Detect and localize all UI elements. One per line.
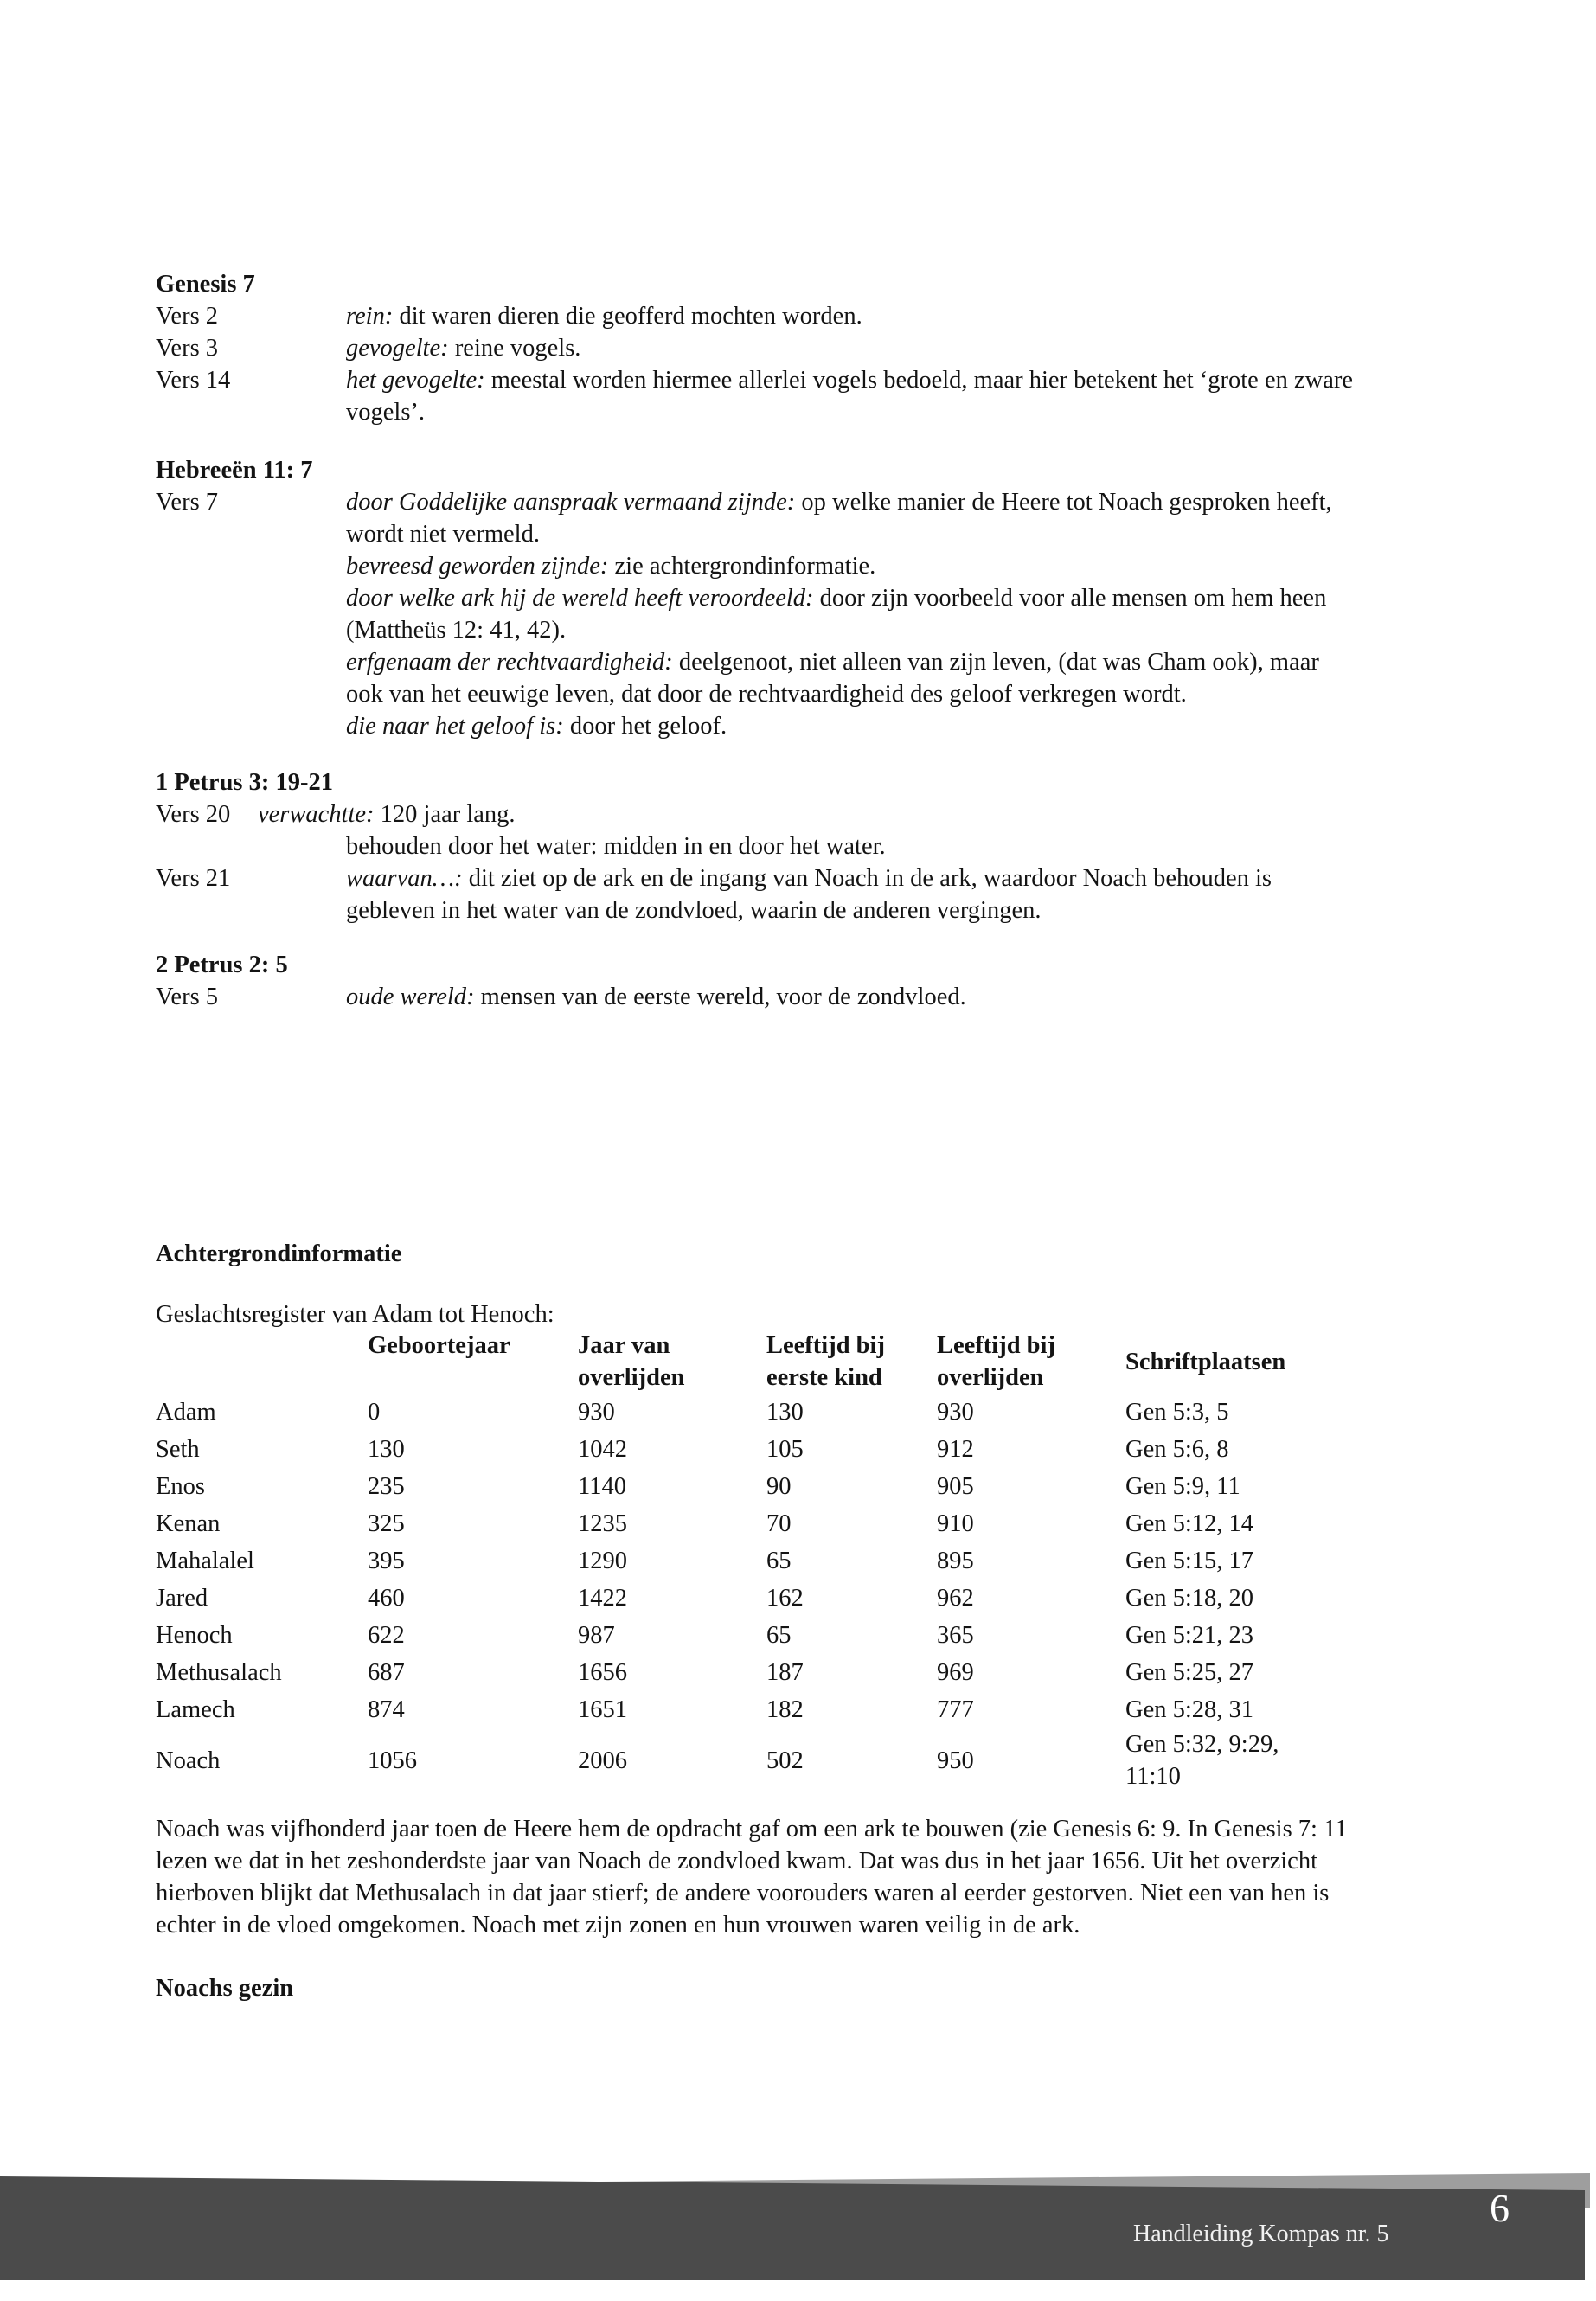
- section-heading: 1 Petrus 3: 19-21: [156, 769, 333, 796]
- section-genesis-7: [156, 268, 1358, 428]
- cell-schriftplaatsen: Gen 5:6, 8: [1125, 1436, 1229, 1463]
- definition-text: meestal worden hiermee allerlei vogels bedoeld, maar hier betekent het ‘grote en zware vogels’.: [346, 367, 1353, 426]
- column-header: Leeftijd bij overlijden: [937, 1332, 1055, 1391]
- table-row: [156, 1691, 1436, 1728]
- verse-entry: [156, 646, 1358, 710]
- cell-schriftplaatsen: Gen 5:32, 9:29, 11:10: [1125, 1731, 1279, 1790]
- cell-leeftijd-overlijden: 930: [937, 1399, 974, 1426]
- verse-label: [156, 646, 346, 710]
- genealogy-table: [156, 1330, 1436, 1792]
- table-row: [156, 1654, 1436, 1691]
- verse-entry: [156, 710, 1358, 742]
- term-italic: waarvan…:: [346, 865, 463, 892]
- cell-jaar-overlijden: 1656: [578, 1659, 627, 1686]
- definition-text: dit ziet op de ark en de ingang van Noach in de ark, waardoor Noach behouden is gebleven in het water van de zondvloed, waarin de anderen vergingen.: [346, 865, 1272, 924]
- cell-geboortejaar: 395: [368, 1548, 405, 1574]
- register-intro: Geslachtsregister van Adam tot Henoch:: [156, 1301, 554, 1328]
- verse-label: [156, 830, 346, 862]
- cell-schriftplaatsen: Gen 5:25, 27: [1125, 1659, 1254, 1686]
- cell-schriftplaatsen: Gen 5:28, 31: [1125, 1696, 1254, 1723]
- closing-paragraph: Noach was vijfhonderd jaar toen de Heere hem de opdracht gaf om een ark te bouwen (zie Genesis 6: 9. In Genesis 7: 11 lezen we dat in het zeshonderdste jaar van Noach de zondvloed kwam. Dat was dus in het jaar 1656. Uit het overzicht hierboven blijkt dat Methusalach in dat jaar stierf; de andere voorouders waren al eerder gestorven. Niet een van hen is echter in de vloed omgekomen. Noach met zijn zonen en hun vrouwen waren veilig in de ark.: [156, 1816, 1348, 1939]
- cell-geboortejaar: 325: [368, 1510, 405, 1537]
- cell-name: Methusalach: [156, 1659, 282, 1686]
- verse-label: Vers 7: [156, 489, 219, 516]
- definition-text: 120 jaar lang.: [380, 801, 516, 828]
- table-row: [156, 1431, 1436, 1468]
- cell-leeftijd-overlijden: 912: [937, 1436, 974, 1463]
- cell-jaar-overlijden: 1235: [578, 1510, 627, 1537]
- cell-jaar-overlijden: 1042: [578, 1436, 627, 1463]
- verse-entry: [156, 862, 1358, 926]
- cell-jaar-overlijden: 1290: [578, 1548, 627, 1574]
- table-row: [156, 1468, 1436, 1505]
- section-2-petrus-2-5: [156, 949, 1358, 1013]
- cell-leeftijd-eerste-kind: 105: [766, 1436, 804, 1463]
- column-header: Schriftplaatsen: [1125, 1348, 1286, 1375]
- section-heading: Hebreeën 11: 7: [156, 457, 313, 484]
- definition-text: zie achtergrondinformatie.: [614, 553, 876, 580]
- cell-jaar-overlijden: 2006: [578, 1747, 627, 1774]
- cell-geboortejaar: 1056: [368, 1747, 417, 1774]
- verse-label: Vers 5: [156, 984, 219, 1010]
- verse-entry: [156, 550, 1358, 582]
- definition-text: reine vogels.: [454, 335, 581, 362]
- section-heading: 2 Petrus 2: 5: [156, 952, 288, 978]
- definition-text: door zijn voorbeeld voor alle mensen om hem heen (Mattheüs 12: 41, 42).: [346, 585, 1327, 644]
- cell-geboortejaar: 0: [368, 1399, 381, 1426]
- cell-jaar-overlijden: 930: [578, 1399, 615, 1426]
- noachs-gezin-heading: Noachs gezin: [156, 1975, 294, 2002]
- cell-name: Noach: [156, 1747, 221, 1774]
- cell-leeftijd-eerste-kind: 182: [766, 1696, 804, 1723]
- verse-label: Vers 14: [156, 367, 231, 394]
- table-header-row: [156, 1330, 1436, 1394]
- cell-leeftijd-eerste-kind: 130: [766, 1399, 804, 1426]
- cell-schriftplaatsen: Gen 5:21, 23: [1125, 1622, 1254, 1649]
- cell-name: Adam: [156, 1399, 216, 1426]
- background-heading: Achtergrondinformatie: [156, 1240, 402, 1267]
- cell-leeftijd-overlijden: 969: [937, 1659, 974, 1686]
- cell-name: Enos: [156, 1473, 205, 1500]
- definition-text: deelgenoot, niet alleen van zijn leven, (dat was Cham ook), maar ook van het eeuwige leven, dat door de rechtvaardigheid des geloof verkregen wordt.: [346, 649, 1319, 708]
- table-row: [156, 1617, 1436, 1654]
- cell-schriftplaatsen: Gen 5:18, 20: [1125, 1585, 1254, 1612]
- cell-geboortejaar: 622: [368, 1622, 405, 1649]
- verse-entry: [156, 830, 1358, 862]
- cell-leeftijd-overlijden: 905: [937, 1473, 974, 1500]
- verse-entry: [156, 300, 1358, 332]
- cell-jaar-overlijden: 1651: [578, 1696, 627, 1723]
- verse-entry: [156, 332, 1358, 364]
- term-italic: gevogelte:: [346, 335, 449, 362]
- section-hebreeen-11-7: [156, 454, 1358, 742]
- table-row: [156, 1728, 1436, 1792]
- cell-name: Kenan: [156, 1510, 221, 1537]
- cell-schriftplaatsen: Gen 5:9, 11: [1125, 1473, 1240, 1500]
- cell-leeftijd-overlijden: 962: [937, 1585, 974, 1612]
- cell-geboortejaar: 235: [368, 1473, 405, 1500]
- cell-schriftplaatsen: Gen 5:15, 17: [1125, 1548, 1254, 1574]
- verse-entry: [156, 582, 1358, 646]
- cell-schriftplaatsen: Gen 5:12, 14: [1125, 1510, 1254, 1537]
- table-row: [156, 1505, 1436, 1542]
- section-heading: Genesis 7: [156, 271, 255, 298]
- cell-leeftijd-eerste-kind: 90: [766, 1473, 792, 1500]
- definition-text: op welke manier de Heere tot Noach gesproken heeft, wordt niet vermeld.: [346, 489, 1332, 548]
- term-italic: bevreesd geworden zijnde:: [346, 553, 609, 580]
- verse-label: Vers 20: [156, 801, 231, 828]
- definition-text: mensen van de eerste wereld, voor de zondvloed.: [480, 984, 966, 1010]
- term-italic: door welke ark hij de wereld heeft veroordeeld:: [346, 585, 814, 612]
- definition-text: door het geloof.: [569, 713, 727, 740]
- section-1-petrus-3-19-21: [156, 766, 1358, 926]
- cell-leeftijd-overlijden: 895: [937, 1548, 974, 1574]
- term-italic: verwachtte:: [258, 801, 375, 828]
- term-italic: door Goddelijke aanspraak vermaand zijnde:: [346, 489, 796, 516]
- page-number: 6: [1490, 2186, 1509, 2230]
- cell-leeftijd-eerste-kind: 162: [766, 1585, 804, 1612]
- cell-geboortejaar: 130: [368, 1436, 405, 1463]
- cell-geboortejaar: 687: [368, 1659, 405, 1686]
- cell-leeftijd-eerste-kind: 65: [766, 1548, 792, 1574]
- cell-name: Seth: [156, 1436, 200, 1463]
- definition-text: behouden door het water: midden in en door het water.: [346, 833, 886, 860]
- definition-text: dit waren dieren die geofferd mochten worden.: [399, 303, 862, 330]
- cell-geboortejaar: 874: [368, 1696, 405, 1723]
- verse-label: Vers 2: [156, 303, 219, 330]
- table-row: [156, 1542, 1436, 1580]
- term-italic: rein:: [346, 303, 394, 330]
- cell-geboortejaar: 460: [368, 1585, 405, 1612]
- cell-leeftijd-eerste-kind: 65: [766, 1622, 792, 1649]
- verse-label: [156, 582, 346, 646]
- verse-label: [156, 550, 346, 582]
- cell-name: Jared: [156, 1585, 208, 1612]
- cell-leeftijd-overlijden: 950: [937, 1747, 974, 1774]
- verse-entry: [156, 981, 1358, 1013]
- column-header: Leeftijd bij eerste kind: [766, 1332, 885, 1391]
- verse-entry: [156, 364, 1358, 428]
- verse-label: [156, 710, 346, 742]
- cell-jaar-overlijden: 987: [578, 1622, 615, 1649]
- cell-name: Henoch: [156, 1622, 233, 1649]
- column-header: Jaar van overlijden: [578, 1332, 685, 1391]
- verse-entry: [156, 486, 1358, 550]
- table-row: [156, 1580, 1436, 1617]
- verse-entry: [156, 798, 1358, 830]
- column-header: Geboortejaar: [368, 1332, 510, 1359]
- table-row: [156, 1394, 1436, 1431]
- cell-leeftijd-overlijden: 365: [937, 1622, 974, 1649]
- cell-jaar-overlijden: 1140: [578, 1473, 626, 1500]
- cell-jaar-overlijden: 1422: [578, 1585, 627, 1612]
- cell-name: Lamech: [156, 1696, 235, 1723]
- term-italic: oude wereld:: [346, 984, 475, 1010]
- footer-label: Handleiding Kompas nr. 5: [1133, 2221, 1389, 2247]
- verse-label: Vers 21: [156, 865, 231, 892]
- term-italic: het gevogelte:: [346, 367, 485, 394]
- cell-leeftijd-overlijden: 910: [937, 1510, 974, 1537]
- cell-leeftijd-eerste-kind: 70: [766, 1510, 792, 1537]
- cell-leeftijd-eerste-kind: 187: [766, 1659, 804, 1686]
- cell-leeftijd-overlijden: 777: [937, 1696, 974, 1723]
- cell-schriftplaatsen: Gen 5:3, 5: [1125, 1399, 1229, 1426]
- cell-name: Mahalalel: [156, 1548, 254, 1574]
- term-italic: erfgenaam der rechtvaardigheid:: [346, 649, 673, 676]
- cell-leeftijd-eerste-kind: 502: [766, 1747, 804, 1774]
- verse-label: Vers 3: [156, 335, 219, 362]
- term-italic: die naar het geloof is:: [346, 713, 564, 740]
